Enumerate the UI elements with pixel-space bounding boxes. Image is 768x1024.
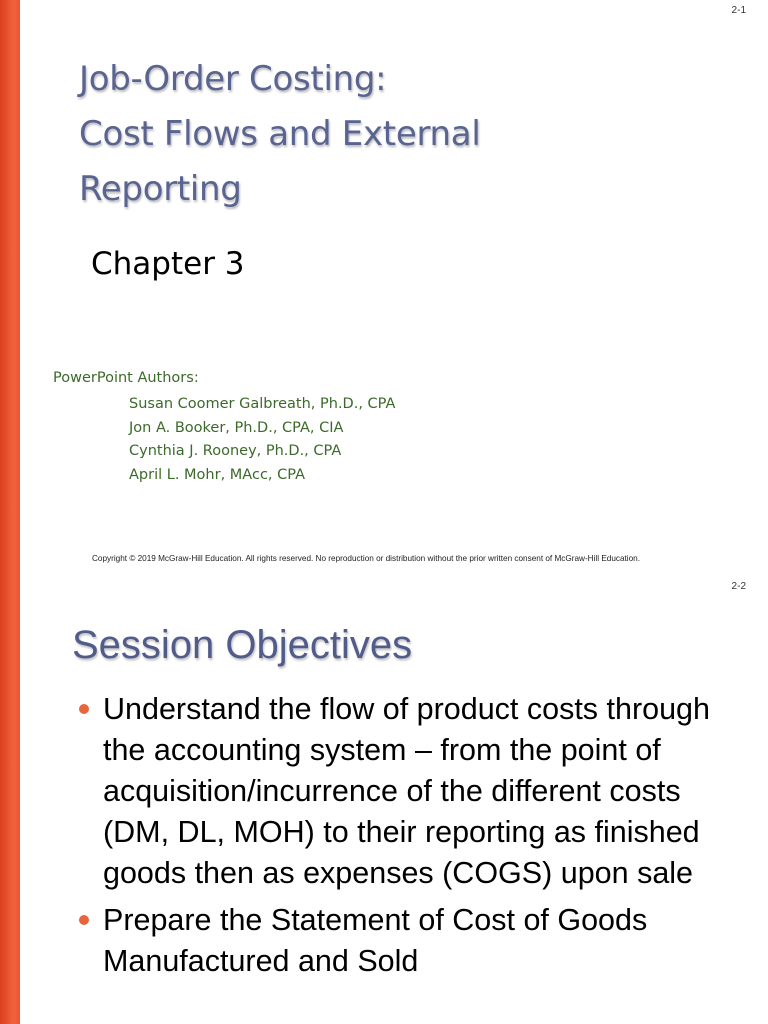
objective-item [76,689,736,894]
slide-title: Session Objectives [72,623,413,667]
title-line: Cost Flows and External [79,114,481,154]
bullet-icon [79,704,89,714]
slide-title [79,52,699,217]
slide-number: 2-1 [731,5,746,16]
authors-heading: PowerPoint Authors: [53,370,199,386]
title-line: Job-Order Costing: [79,59,387,99]
objective-text: Prepare the Statement of Cost of Goods Manufactured and Sold [103,903,648,978]
slide-accent-bar [0,0,20,576]
author-item: April L. Mohr, MAcc, CPA [129,466,305,483]
objective-text: Understand the flow of product costs through the accounting system – from the point of acquisition/incurrence of the different costs (DM, DL, MOH) to their reporting as finished goods then as expenses (COGS) upon sale [103,692,710,890]
objectives-list [76,689,736,988]
author-item: Susan Coomer Galbreath, Ph.D., CPA [129,396,396,412]
slide-accent-bar [0,576,20,1024]
title-line: Reporting [79,169,242,209]
author-item: Jon A. Booker, Ph.D., CPA, CIA [129,419,344,436]
bullet-icon [79,915,89,925]
slide-2 [0,576,768,1024]
chapter-subtitle: Chapter 3 [91,246,245,282]
authors-list [129,393,395,487]
slide-number: 2-2 [731,581,746,592]
objective-item [76,900,736,982]
copyright-notice: Copyright © 2019 McGraw-Hill Education. All rights reserved. No reproduction or distribution without the prior written consent of McGraw-Hill Education. [92,554,641,563]
author-item: Cynthia J. Rooney, Ph.D., CPA [129,443,342,459]
